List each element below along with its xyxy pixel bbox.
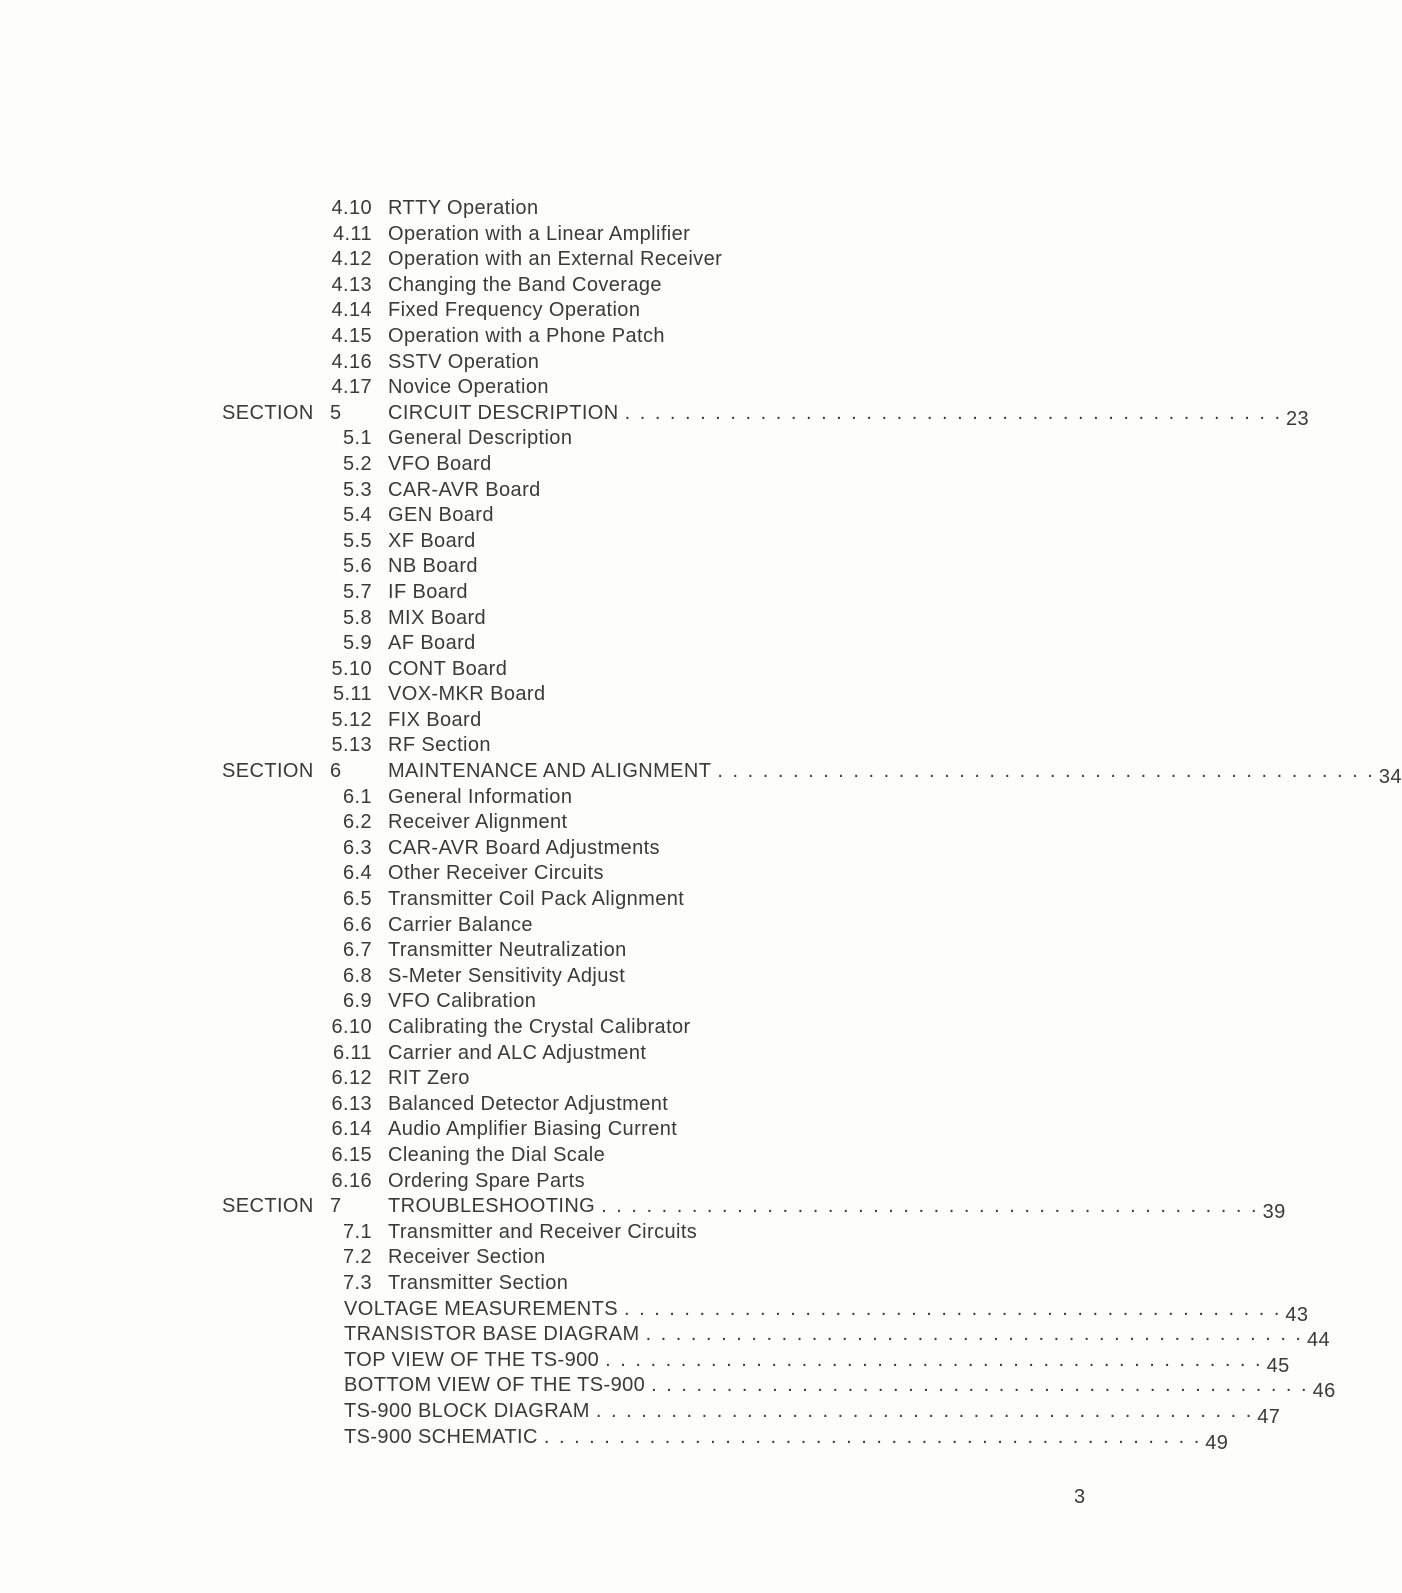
subsection-title: VOX-MKR Board [388,683,546,706]
subsection-title: S-Meter Sensitivity Adjust [388,964,626,987]
subsection-number: 5.6 [342,555,372,578]
section-number: 5 [330,401,342,424]
subsection-number: 6.16 [331,1169,372,1192]
subsection-title: MIX Board [388,606,487,629]
section-title: CIRCUIT DESCRIPTION [388,401,619,424]
subsection-title: Transmitter Section [388,1271,569,1294]
toc-subsection-entry [222,1271,962,1297]
subsection-title: FIX Board [388,708,482,731]
section-label: SECTION [222,1195,314,1218]
subsection-title: CAR-AVR Board [388,478,541,501]
subsection-title: Operation with an External Receiver [388,248,723,271]
appendix-title: TRANSISTOR BASE DIAGRAM [344,1323,640,1346]
subsection-number: 5.9 [342,632,372,655]
subsection-number: 5.13 [331,734,372,757]
page-number: 3 [1074,1486,1086,1508]
toc-subsection-entry [222,1066,962,1092]
toc-subsection-entry [222,222,962,248]
subsection-number: 6.12 [331,1067,372,1090]
subsection-title: IF Board [388,580,468,603]
toc-subsection-entry [222,554,962,580]
subsection-number: 6.6 [342,913,372,936]
subsection-title: Fixed Frequency Operation [388,299,641,322]
subsection-number: 6.3 [342,836,372,859]
appendix-page-number: 44 [1307,1329,1331,1352]
toc-subsection-entry [222,350,962,376]
subsection-title: Calibrating the Crystal Calibrator [388,1016,691,1038]
section-label: SECTION [222,760,314,783]
subsection-number: 6.5 [342,888,372,911]
subsection-number: 5.12 [331,708,372,731]
appendix-leader-line [344,1322,1331,1352]
toc-subsection-entry [222,426,962,452]
subsection-title: Operation with a Linear Amplifier [388,222,691,245]
toc-subsection-entry [222,1117,962,1143]
toc-subsection-entry [222,989,962,1015]
toc-subsection-entry [222,1245,962,1271]
appendix-title: TS-900 BLOCK DIAGRAM [344,1399,590,1422]
subsection-title: Cleaning the Dial Scale [388,1143,606,1166]
subsection-number: 4.13 [331,273,372,296]
subsection-title: Operation with a Phone Patch [388,324,665,347]
appendix-page-number: 43 [1285,1303,1309,1326]
toc-subsection-entry [222,1143,962,1169]
toc-appendix-entry [222,1425,1229,1454]
subsection-number: 4.11 [332,222,372,245]
subsection-title: Ordering Spare Parts [388,1169,585,1192]
toc-subsection-entry [222,887,962,913]
toc-subsection-entry [222,298,962,324]
subsection-number: 4.15 [331,324,372,347]
subsection-title: NB Board [388,555,478,578]
appendix-title: TS-900 SCHEMATIC [344,1425,538,1448]
subsection-title: Balanced Detector Adjustment [388,1092,669,1115]
appendix-leader-line [344,1348,1290,1377]
toc-subsection-entry [222,810,962,836]
subsection-title: Transmitter Neutralization [388,939,627,962]
toc-subsection-entry [222,733,962,759]
toc-appendix-entry [222,1373,1336,1403]
dot-leader: . . . . . . . . . . . . . . . . . . . . . . . . . . . . . . . . . . . . . . . . . . . . [624,401,1283,424]
subsection-number: 6.10 [331,1016,372,1038]
subsection-number: 5.4 [342,504,372,527]
table-of-contents [222,196,1402,1454]
subsection-number: 5.7 [342,580,372,603]
toc-appendix-entry [222,1348,1290,1377]
subsection-title: CONT Board [388,657,508,680]
subsection-number: 4.16 [331,350,372,373]
subsection-title: Carrier and ALC Adjustment [388,1041,647,1064]
subsection-title: AF Board [388,632,476,655]
subsection-title: General Information [388,785,573,808]
section-leader-line [388,759,1402,789]
subsection-number: 6.9 [342,990,372,1013]
dot-leader: . . . . . . . . . . . . . . . . . . . . . . . . . . . . . . . . . . . . . . . . . . . . [651,1374,1309,1397]
toc-subsection-entry [222,913,962,939]
subsection-title: RTTY Operation [388,197,539,219]
toc-appendix-entry [222,1297,1309,1326]
subsection-number: 4.17 [331,376,372,399]
subsection-title: VFO Calibration [388,990,537,1013]
subsection-title: Carrier Balance [388,913,533,936]
appendix-title: TOP VIEW OF THE TS-900 [344,1348,600,1371]
dot-leader: . . . . . . . . . . . . . . . . . . . . . . . . . . . . . . . . . . . . . . . . . . . . [717,760,1375,783]
subsection-title: CAR-AVR Board Adjustments [388,836,660,859]
subsection-title: SSTV Operation [388,350,540,373]
section-number: 7 [330,1195,342,1218]
subsection-title: Transmitter and Receiver Circuits [388,1220,698,1243]
subsection-number: 5.10 [331,657,372,680]
appendix-leader-line [344,1297,1309,1326]
toc-section-entry [222,401,1310,430]
toc-subsection-entry [222,375,962,401]
toc-subsection-entry [222,1169,962,1195]
subsection-title: Changing the Band Coverage [388,273,662,296]
toc-subsection-entry [222,861,962,887]
subsection-title: XF Board [388,529,476,552]
subsection-title: Other Receiver Circuits [388,862,604,885]
subsection-title: RIT Zero [388,1067,470,1090]
subsection-number: 5.1 [342,427,372,450]
appendix-page-number: 46 [1312,1380,1336,1403]
subsection-number: 5.5 [342,529,372,552]
subsection-title: Transmitter Coil Pack Alignment [388,888,685,911]
subsection-number: 7.3 [342,1271,372,1294]
subsection-title: Audio Amplifier Biasing Current [388,1118,678,1141]
subsection-number: 6.7 [342,939,372,962]
subsection-title: VFO Board [388,452,492,475]
dot-leader: . . . . . . . . . . . . . . . . . . . . . . . . . . . . . . . . . . . . . . . . . . . . [623,1297,1282,1320]
subsection-number: 6.11 [332,1041,372,1064]
toc-subsection-entry [222,964,962,990]
toc-appendix-entry [222,1322,1331,1352]
toc-subsection-entry [222,196,962,222]
toc-subsection-entry [222,606,962,632]
dot-leader: . . . . . . . . . . . . . . . . . . . . . . . . . . . . . . . . . . . . . . . . . . . . [605,1348,1263,1371]
subsection-number: 4.14 [331,299,372,322]
subsection-number: 4.10 [331,197,372,219]
appendix-page-number: 45 [1266,1354,1290,1377]
dot-leader: . . . . . . . . . . . . . . . . . . . . . . . . . . . . . . . . . . . . . . . . . . . . [645,1323,1303,1346]
toc-section-entry [222,759,1402,789]
toc-subsection-entry [222,580,962,606]
subsection-title: Receiver Alignment [388,811,568,834]
toc-subsection-entry [222,1015,962,1041]
toc-subsection-entry [222,657,962,683]
subsection-number: 6.4 [342,862,372,885]
appendix-leader-line [344,1399,1281,1428]
section-page-number: 39 [1262,1201,1286,1224]
subsection-title: GEN Board [388,504,494,527]
subsection-number: 7.1 [342,1220,372,1243]
appendix-page-number: 47 [1257,1405,1281,1428]
toc-subsection-entry [222,478,962,504]
toc-subsection-entry [222,785,962,811]
subsection-number: 6.15 [331,1143,372,1166]
section-label: SECTION [222,401,314,424]
subsection-number: 6.2 [342,811,372,834]
subsection-title: Novice Operation [388,376,549,399]
subsection-number: 5.2 [342,452,372,475]
subsection-title: General Description [388,427,573,450]
subsection-title: Receiver Section [388,1246,546,1269]
toc-subsection-entry [222,1041,962,1067]
toc-subsection-entry [222,529,962,555]
section-page-number: 34 [1378,766,1402,789]
subsection-number: 6.1 [342,785,372,808]
toc-subsection-entry [222,324,962,350]
subsection-number: 7.2 [342,1246,372,1269]
dot-leader: . . . . . . . . . . . . . . . . . . . . . . . . . . . . . . . . . . . . . . . . . . . . [601,1195,1259,1218]
subsection-title: RF Section [388,734,491,757]
section-page-number: 23 [1286,407,1310,430]
toc-appendix-entry [222,1399,1281,1428]
appendix-page-number: 49 [1205,1431,1229,1454]
toc-subsection-entry [222,1092,962,1118]
toc-subsection-entry [222,1220,962,1246]
toc-subsection-entry [222,452,962,478]
subsection-number: 6.13 [331,1092,372,1115]
subsection-number: 6.8 [342,964,372,987]
section-number: 6 [330,760,342,783]
subsection-number: 5.8 [342,606,372,629]
appendix-title: VOLTAGE MEASUREMENTS [344,1297,618,1320]
section-title: MAINTENANCE AND ALIGNMENT [388,760,712,783]
toc-subsection-entry [222,708,962,734]
section-leader-line [388,1194,1286,1224]
toc-subsection-entry [222,631,962,657]
dot-leader: . . . . . . . . . . . . . . . . . . . . . . . . . . . . . . . . . . . . . . . . . . . . [543,1425,1202,1448]
toc-subsection-entry [222,247,962,273]
appendix-title: BOTTOM VIEW OF THE TS-900 [344,1374,646,1397]
appendix-leader-line [344,1425,1229,1454]
appendix-leader-line [344,1373,1336,1403]
subsection-number: 4.12 [331,248,372,271]
dot-leader: . . . . . . . . . . . . . . . . . . . . . . . . . . . . . . . . . . . . . . . . . . . . [595,1399,1254,1422]
toc-subsection-entry [222,503,962,529]
toc-subsection-entry [222,938,962,964]
toc-subsection-entry [222,273,962,299]
subsection-number: 5.3 [342,478,372,501]
section-title: TROUBLESHOOTING [388,1195,596,1218]
section-leader-line [388,401,1310,430]
subsection-number: 6.14 [331,1118,372,1141]
toc-subsection-entry [222,682,962,708]
subsection-number: 5.11 [332,683,372,706]
toc-section-entry [222,1194,1286,1224]
toc-subsection-entry [222,836,962,862]
